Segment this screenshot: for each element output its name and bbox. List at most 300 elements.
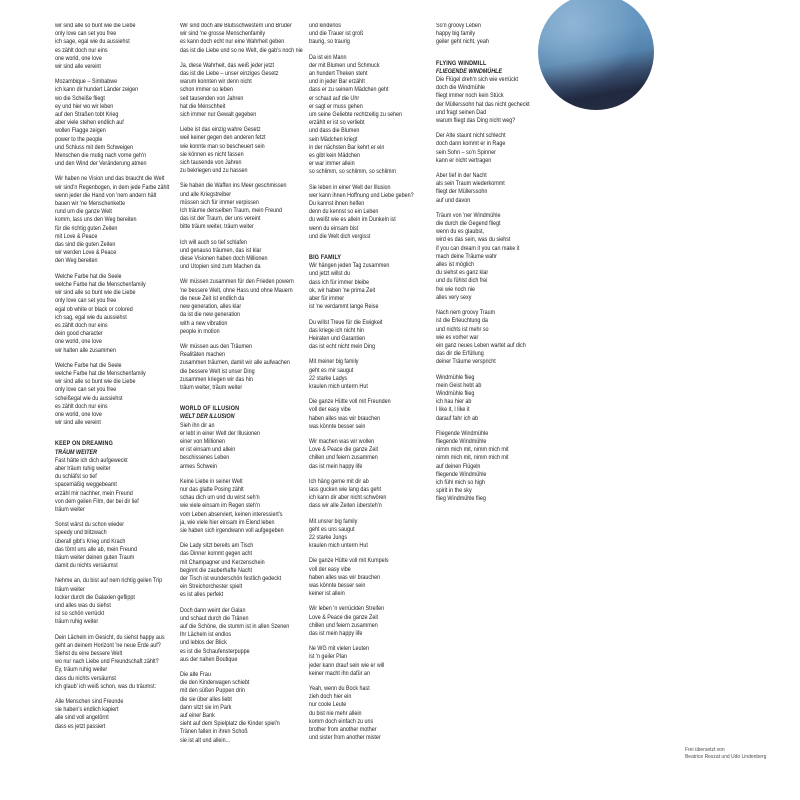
lyric-line: das Dinner kommt gegen acht bbox=[180, 551, 253, 558]
lyric-line: ey und hier wo wir leben bbox=[55, 103, 114, 110]
lyric-line: ein ganz neues Leben wartet auf dich bbox=[436, 342, 526, 349]
lyric-line: traurig, so traurig bbox=[309, 39, 350, 46]
lyric-line: ja, wie viele hier einsam im Elend leben bbox=[180, 519, 275, 526]
lyric-line: was könnte besser sein bbox=[309, 582, 366, 589]
lyric-line: sein Mädchen kriegt bbox=[309, 136, 358, 143]
stanza bbox=[180, 671, 303, 745]
lyric-line: Die Flügel dreh'n sich wie verrückt bbox=[436, 77, 519, 84]
lyric-line: Wir haben ne Vision und das braucht die Welt bbox=[55, 176, 165, 183]
lyric-line: only love can set you free bbox=[55, 298, 117, 305]
lyric-line: Welche Farbe hat die Seele bbox=[55, 362, 122, 369]
lyric-line: für die richtig guten Zeiten bbox=[55, 225, 118, 232]
lyric-line: die neue Zeit ist endlich da bbox=[180, 295, 245, 302]
lyric-line: du weißt wie es allein im Dunkeln ist bbox=[309, 217, 396, 224]
lyric-line: das ist mein happy life bbox=[309, 463, 363, 470]
lyric-line: Alle Menschen sind Freunde bbox=[55, 699, 124, 706]
lyric-line: um seine Geliebte rechtzeitig zu sehen bbox=[309, 112, 403, 119]
lyric-line: new generation, alles klar bbox=[180, 304, 242, 311]
stanza bbox=[55, 577, 169, 626]
lyric-line: träum weiter bbox=[55, 506, 85, 513]
lyric-line: Da ist ein Mann bbox=[309, 54, 347, 61]
lyric-line: ich sag, egal wie du aussiehst bbox=[55, 314, 127, 321]
lyric-line: doch die Windmühle bbox=[436, 85, 485, 92]
lyric-line: es zählt doch nur eins bbox=[55, 322, 108, 329]
lyric-line: wie konnte man so bescheuert sein bbox=[180, 143, 265, 150]
lyric-line: diese Visionen haben doch Millionen bbox=[180, 256, 268, 263]
lyric-line: Ich häng gerne mit dir ab bbox=[309, 478, 369, 485]
lyric-line: Windmühle flieg bbox=[436, 390, 475, 397]
lyric-line: auf deinen Flügeln bbox=[436, 463, 481, 470]
lyric-line: lass gucken wie lang das geht bbox=[309, 486, 382, 493]
lyric-line: er lebt in einer Welt der Illusionen bbox=[180, 430, 261, 437]
lyric-line: Ey, träum ruhig weiter bbox=[55, 667, 108, 674]
stanza bbox=[436, 132, 530, 165]
stanza bbox=[55, 362, 169, 428]
credit-line-2: Beatrice Reszat und Udo Lindenberg bbox=[685, 753, 767, 760]
lyric-line: ich hau hier ab bbox=[436, 399, 472, 406]
lyric-line: zusammen träumen, damit wir alle aufwachen bbox=[180, 360, 290, 367]
lyric-line: jeder kann drauf sein wie er will bbox=[309, 662, 385, 669]
lyric-line: keiner ist allein bbox=[309, 591, 345, 598]
lyric-line: und jetzt willst du bbox=[309, 271, 351, 278]
lyric-line: der Tisch ist wunderschön festlich gedeckt bbox=[180, 575, 282, 582]
lyric-line: auf die Schöne, die stumm ist in allen Szenen bbox=[180, 624, 290, 630]
lyric-line: voll der easy vibe bbox=[309, 566, 351, 573]
stanza bbox=[309, 319, 414, 352]
lyric-line: du bist nie mehr allein bbox=[309, 710, 362, 717]
lyric-line: mein Geist hebt ab bbox=[436, 382, 482, 389]
translation-credit bbox=[685, 747, 766, 761]
lyric-line: haben alles was wir brauchen bbox=[309, 415, 381, 422]
lyric-line: wir sind alle so bunt wie die Liebe bbox=[55, 23, 136, 29]
lyric-line: Love & Peace die ganze Zeit bbox=[309, 447, 379, 454]
stanza bbox=[309, 438, 414, 471]
lyric-line: dein good character bbox=[55, 331, 103, 338]
stanza bbox=[55, 175, 169, 265]
lyric-line: only love can set you free bbox=[55, 31, 117, 38]
lyrics-column bbox=[55, 22, 169, 738]
stanza bbox=[55, 78, 169, 168]
lyric-line: Wir müssen zusammen für den Frieden powern bbox=[180, 279, 294, 286]
lyric-line: ich glaub' ich weiß schon, was du träumst: bbox=[55, 683, 156, 690]
lyric-line: aber für immer bbox=[309, 296, 345, 303]
lyric-line: wo die Scheiße fliegt bbox=[55, 95, 105, 102]
stanza bbox=[309, 358, 414, 391]
lyric-line: den Weg bereiten bbox=[55, 258, 98, 265]
lyric-line: Ja, diese Wahrheit, das weiß jeder jetzt bbox=[180, 62, 275, 69]
lyric-line: Menschen die mutig nach vorne geh'n bbox=[55, 153, 147, 160]
lyric-line: Windmühle flieg bbox=[436, 374, 475, 381]
lyric-line: träum weiter bbox=[55, 586, 85, 593]
stanza bbox=[55, 22, 169, 71]
lyric-line: Sie haben die Waffen ins Meer geschmissen bbox=[180, 183, 287, 190]
lyric-line: 22 starke Ladys bbox=[309, 375, 348, 382]
lyric-line: voll der easy vibe bbox=[309, 407, 351, 414]
lyric-line: du schläfst so tief bbox=[55, 474, 97, 481]
lyric-line: ist die Erleuchtung da bbox=[436, 318, 488, 325]
lyric-line: Tränen fallen in ihren Schoß bbox=[180, 729, 248, 736]
lyric-line: Du willst Treue für die Ewigkeit bbox=[309, 319, 383, 326]
stanza bbox=[309, 645, 414, 678]
lyric-line: wollen Flagge zeigen bbox=[55, 128, 106, 135]
lyric-line: Wir sind doch alle Blutsschwestern und Brüder bbox=[180, 23, 292, 29]
lyric-line: beginnt die zauberhafte Nacht bbox=[180, 567, 253, 574]
lyric-line: ist 'ne verdammt lange Reise bbox=[309, 304, 379, 311]
lyric-line: welche Farbe hat die Menschenfamily bbox=[55, 370, 146, 377]
lyric-line: weil keiner gegen den anderen fetzt bbox=[180, 135, 266, 142]
lyric-line: brother from another mother bbox=[309, 727, 377, 734]
lyric-line: wir sind alle vereint bbox=[55, 64, 101, 71]
lyric-line: wir sind alle vereint bbox=[55, 420, 101, 427]
lyric-line: alles ist möglich bbox=[436, 262, 475, 269]
lyric-line: komm doch einfach zu uns bbox=[309, 718, 374, 725]
stanza bbox=[180, 126, 303, 175]
lyric-line: locker durch die Galaxien geflippt bbox=[55, 594, 135, 601]
lyric-line: der Müllerssohn hat das nicht gecheckt bbox=[436, 101, 530, 108]
credit-line-1: Frei übersetzt von bbox=[685, 747, 725, 753]
lyric-line: die den Kinderwagen schiebt bbox=[180, 680, 250, 687]
stanza bbox=[309, 22, 414, 47]
lyric-line: ich sage, egal wie du aussiehst bbox=[55, 39, 130, 46]
lyric-line: sie können es nicht fassen bbox=[180, 151, 244, 158]
lyric-line: sich tausende von Jahren bbox=[180, 160, 242, 167]
stanza bbox=[436, 374, 530, 423]
lyric-line: Träum von 'ner Windmühle bbox=[436, 212, 501, 219]
stanza bbox=[180, 542, 303, 599]
lyric-line: es zählt doch nur eins bbox=[55, 47, 108, 54]
lyric-line: auf und davon bbox=[436, 197, 471, 204]
lyric-line: wir halten alle zusammen bbox=[55, 347, 116, 354]
stanza bbox=[309, 184, 414, 241]
lyric-line: Die ganze Hütte voll mit Kumpels bbox=[309, 558, 389, 565]
lyric-line: ist so schön verrückt bbox=[55, 611, 105, 618]
lyric-line: überall gibt's Krieg und Krach bbox=[55, 538, 126, 545]
lyric-line: one world, one love bbox=[55, 411, 102, 418]
lyric-line: fliegende Windmühle bbox=[436, 471, 487, 478]
lyric-line: Dein Lächeln im Gesicht, du siehst happy aus bbox=[55, 634, 165, 641]
lyric-line: kraulen mich unterm Hut bbox=[309, 543, 368, 550]
lyric-line: fliegt der Müllerssohn bbox=[436, 189, 488, 196]
stanza bbox=[436, 172, 530, 205]
stanza bbox=[55, 634, 169, 691]
lyric-line: fliegt immer noch kein Stück bbox=[436, 93, 504, 100]
lyric-line: beschissenes Leben bbox=[180, 455, 230, 462]
lyric-line: die sie über alles liebt bbox=[180, 696, 232, 703]
stanza bbox=[180, 239, 303, 272]
stanza bbox=[436, 60, 530, 126]
lyric-line: das ist die Liebe und so ne Welt, die gab's noch nie bbox=[180, 47, 303, 54]
lyric-line: power to the people bbox=[55, 136, 103, 143]
lyric-line: denn du kennst so ein Leben bbox=[309, 209, 379, 216]
lyric-line: dann sitzt sie im Park bbox=[180, 704, 232, 711]
stanza bbox=[436, 22, 530, 47]
lyric-line: armes Schwein bbox=[180, 463, 217, 470]
lyric-line: aber viele stehen endlich auf bbox=[55, 120, 124, 127]
lyric-line: Wir machen was wir wollen bbox=[309, 438, 375, 445]
lyric-line: spirit in the sky bbox=[436, 488, 472, 495]
lyric-line: wer kann ihnen Hoffnung und Liebe geben? bbox=[309, 192, 414, 199]
lyric-line: an hundert Theken steht bbox=[309, 71, 368, 78]
lyric-line: geiler geht nicht, yeah bbox=[436, 39, 489, 46]
lyric-line: wie viele einsam im Regen steh'n bbox=[180, 503, 260, 510]
lyric-line: und fragt seinen Dad bbox=[436, 109, 487, 116]
lyric-line: Ich will auch so tief schlafen bbox=[180, 239, 247, 246]
lyric-line: geht an deinem Horizont 'ne neue Erde auf? bbox=[55, 642, 161, 649]
lyric-line: dass wir alle Zeiten übersteh'n bbox=[309, 503, 382, 510]
lyric-line: Du kannst ihnen helfen bbox=[309, 201, 365, 208]
lyric-line: die durch die Gegend fliegt bbox=[436, 221, 501, 228]
lyric-line: das törnt uns alle ab, mein Freund bbox=[55, 546, 137, 553]
lyric-line: wir sind alle so bunt wie die Liebe bbox=[55, 290, 136, 297]
lyric-line: er sagt er muss gehen bbox=[309, 103, 363, 110]
lyric-line: sie ist alt und allein... bbox=[180, 737, 231, 744]
lyric-line: und dass die Blumen bbox=[309, 128, 360, 135]
lyric-line: und alle Kriegstreiber bbox=[180, 191, 232, 198]
lyric-line: welche Farbe hat die Menschenfamily bbox=[55, 281, 146, 288]
lyric-line: Ich träume denselben Traum, mein Freund bbox=[180, 208, 283, 215]
lyric-line: Heiraten und Garantien bbox=[309, 335, 366, 342]
lyric-line: Sonst wärst du schon wieder bbox=[55, 522, 125, 529]
lyric-line: geht es uns saugut bbox=[309, 526, 355, 533]
lyric-line: mit Champagner und Kerzenschein bbox=[180, 559, 265, 566]
lyric-line: Mit meiner big family bbox=[309, 359, 359, 366]
lyric-line: Die Lady sitzt bereits am Tisch bbox=[180, 543, 254, 550]
lyric-line: spacemäßig weggebeamt bbox=[55, 482, 117, 489]
song-subtitle: WELT DER ILLUSION bbox=[180, 414, 235, 421]
lyric-line: zusammen kriegen wir das hin bbox=[180, 376, 253, 383]
lyric-line: sich immer nur Gewalt gegeben bbox=[180, 112, 257, 119]
lyric-line: alles very sexy bbox=[436, 294, 472, 301]
stanza bbox=[309, 398, 414, 431]
stanza bbox=[309, 685, 414, 742]
lyric-line: fliegende Windmühle bbox=[436, 438, 487, 445]
lyric-line: chillen und feiern zusammen bbox=[309, 622, 378, 629]
lyric-line: ich kann dir hundert Länder zeigen bbox=[55, 87, 139, 94]
stanza bbox=[309, 605, 414, 638]
lyric-line: Realitäten machen bbox=[180, 352, 226, 359]
lyric-line: zieh doch hier ein bbox=[309, 694, 352, 701]
lyric-line: frei wie noch nie bbox=[436, 286, 476, 293]
stanza bbox=[436, 430, 530, 504]
lyric-line: wir sind alle so bunt wie die Liebe bbox=[55, 379, 136, 386]
lyric-line: sie haben's endlich kapiert bbox=[55, 707, 119, 714]
stanza bbox=[309, 54, 414, 177]
lyric-line: und die Welt dich vergisst bbox=[309, 233, 371, 240]
lyric-line: Doch dann weint der Galan bbox=[180, 607, 246, 614]
lyric-line: ich kann dir aber nicht schwören bbox=[309, 495, 387, 502]
lyric-line: ok, wir haben 'ne prima Zeit bbox=[309, 287, 376, 294]
stanza bbox=[180, 22, 303, 55]
lyric-line: wenn jeder die Hand von 'nem andern hält bbox=[55, 192, 157, 199]
lyric-line: nur coole Leute bbox=[309, 702, 347, 709]
lyric-line: und die Trauer ist groß bbox=[309, 31, 364, 38]
lyric-line: und Schluss mit dem Schweigen bbox=[55, 144, 134, 151]
lyric-line: es kann doch echt nur eine Wahrheit geben bbox=[180, 39, 285, 46]
stanza bbox=[180, 478, 303, 535]
lyric-line: 22 starke Jungs bbox=[309, 534, 348, 541]
lyric-line: bitte träum weiter, träum weiter bbox=[180, 224, 254, 231]
lyric-line: und kinderlos bbox=[309, 23, 342, 29]
lyric-line: egal ob white or black or colored bbox=[55, 306, 133, 313]
lyric-line: Sie leben in einer Welt der Illusion bbox=[309, 184, 391, 191]
lyric-line: Der Alte staunt nicht schlecht bbox=[436, 133, 506, 140]
song-title: FLYING WINDMILL bbox=[436, 60, 487, 67]
lyric-line: Wir müssen aus den Träumen bbox=[180, 343, 253, 350]
stanza bbox=[309, 478, 414, 511]
lyric-line: schon immer so leben bbox=[180, 87, 233, 94]
lyric-line: da ist die new generation bbox=[180, 312, 241, 319]
lyric-line: Mit unsrer big family bbox=[309, 518, 358, 525]
stanza bbox=[180, 343, 303, 392]
lyric-line: vom Leben abserviert, keinen interessiert's bbox=[180, 511, 283, 518]
stanza bbox=[180, 405, 303, 471]
lyric-line: Welche Farbe hat die Seele bbox=[55, 273, 122, 280]
lyric-line: Aber tief in der Nacht bbox=[436, 173, 487, 180]
stanza bbox=[309, 557, 414, 598]
lyric-line: und sister from another mister bbox=[309, 735, 381, 742]
lyric-line: warum konnten wir denn nicht bbox=[180, 79, 252, 86]
lyric-line: Sieh ihn dir an bbox=[180, 422, 215, 429]
lyric-line: Ihr Lächeln ist endlos bbox=[180, 632, 232, 639]
lyric-line: scheißegal wie du aussiehst bbox=[55, 395, 123, 402]
lyric-line: happy big family bbox=[436, 31, 476, 38]
lyric-line: wenn du es glaubst, bbox=[436, 229, 485, 236]
lyric-line: träum weiter, träum weiter bbox=[180, 384, 243, 391]
lyric-line: das ist mein happy life bbox=[309, 631, 363, 637]
lyric-line: deiner Träume verspricht bbox=[436, 359, 496, 366]
lyric-line: geht es mir saugut bbox=[309, 367, 354, 374]
lyric-line: wir werden Love & Peace bbox=[55, 250, 117, 257]
lyric-line: und nichts ist mehr so bbox=[436, 326, 489, 333]
lyric-line: von dem geilen Film, der bei dir lief bbox=[55, 498, 139, 505]
stanza bbox=[55, 273, 169, 355]
lyric-line: wie es vorher war bbox=[436, 334, 479, 341]
lyric-line: und den Wind der Veränderung atmen bbox=[55, 161, 147, 168]
lyric-line: if you can dream it you can make it bbox=[436, 245, 520, 252]
lyric-line: aus der nahen Boutique bbox=[180, 656, 238, 663]
lyric-line: das kriege ich nicht hin bbox=[309, 327, 364, 334]
lyric-line: Siehst du eine bessere Welt bbox=[55, 651, 123, 658]
lyric-line: mit Love & Peace bbox=[55, 233, 98, 240]
lyric-line: auf einer Bank bbox=[180, 713, 215, 720]
lyric-line: dass er zu seinem Mädchen geht bbox=[309, 87, 389, 94]
lyric-line: und in jeder Bar erzählt bbox=[309, 79, 365, 86]
lyric-line: einer von Millionen bbox=[180, 438, 226, 445]
lyric-line: bauen wir 'ne Menschenkette bbox=[55, 201, 126, 208]
stanza bbox=[55, 698, 169, 731]
stanza bbox=[55, 521, 169, 570]
lyric-line: chillen und feiern zusammen bbox=[309, 455, 378, 462]
lyrics-column bbox=[309, 22, 414, 749]
lyric-line: als sein Traum wiederkommt bbox=[436, 181, 505, 188]
lyric-line: people in motion bbox=[180, 328, 220, 335]
lyric-line: und alles was du siehst bbox=[55, 603, 111, 609]
lyric-line: zu bekriegen und zu hassen bbox=[180, 168, 248, 175]
lyric-line: with a new vibration bbox=[180, 320, 228, 327]
lyric-line: es ist die Schaufensterpuppe bbox=[180, 648, 250, 655]
lyric-line: das sind die guten Zeiten bbox=[55, 242, 116, 249]
lyric-line: Liebe ist das einzig wahre Gesetz bbox=[180, 127, 261, 134]
lyric-line: Mozambique – Simbabwe bbox=[55, 79, 118, 86]
lyric-line: müssen sich für immer verpissen bbox=[180, 199, 259, 206]
lyric-line: mach deine Träume wahr bbox=[436, 253, 497, 260]
lyric-line: dass es jetzt passiert bbox=[55, 723, 106, 730]
lyric-line: damit du nichts versäumst bbox=[55, 563, 118, 570]
lyric-line: es gibt kein Mädchen bbox=[309, 153, 361, 160]
lyric-line: das dir die Erfüllung bbox=[436, 351, 484, 358]
lyric-line: keiner macht ihn dafür an bbox=[309, 670, 370, 677]
lyric-line: only love can set you free bbox=[55, 387, 117, 394]
stanza bbox=[436, 212, 530, 302]
planet-image bbox=[538, 0, 654, 110]
lyric-line: speedy und blitzwach bbox=[55, 530, 107, 537]
song-subtitle: TRÄUM WEITER bbox=[55, 449, 98, 456]
stanza bbox=[180, 62, 303, 119]
stanza bbox=[180, 278, 303, 335]
lyric-line: komm, lass uns den Weg bereiten bbox=[55, 217, 137, 224]
lyric-line: das ist echt nicht mein Ding bbox=[309, 344, 376, 351]
lyric-line: er schaut auf die Uhr bbox=[309, 95, 360, 102]
lyric-line: die bessere Welt ist unser Ding bbox=[180, 368, 255, 375]
lyric-line: so schlimm, so schlimm, so schlimm bbox=[309, 169, 397, 176]
lyric-line: wenn du einsam bist bbox=[309, 225, 359, 232]
lyric-line: ein Streichorchester spielt bbox=[180, 584, 243, 591]
lyric-line: wird es das sein, was du siehst bbox=[436, 237, 511, 244]
lyric-line: dass du nichts versäumst bbox=[55, 675, 116, 682]
lyric-line: So'n groovy Leben bbox=[436, 23, 481, 29]
lyric-line: one world, one love bbox=[55, 339, 102, 346]
lyric-line: in der nächsten Bar kehrt er ein bbox=[309, 144, 385, 151]
lyric-line: und du fühlst dich frei bbox=[436, 278, 488, 285]
stanza bbox=[55, 440, 169, 514]
stanza bbox=[309, 254, 414, 311]
lyric-line: wo nur nach Liebe und Freundschaft zählt? bbox=[55, 659, 159, 666]
song-title: KEEP ON DREAMING bbox=[55, 441, 113, 448]
lyric-line: sieht auf dem Spielplatz die Kinder spiel'n bbox=[180, 721, 280, 728]
lyric-line: der mit Blumen und Schmuck bbox=[309, 62, 380, 69]
song-subtitle: FLIEGENDE WINDMÜHLE bbox=[436, 68, 503, 75]
lyric-line: du siehst es ganz klar bbox=[436, 270, 489, 277]
lyric-line: er ist einsam und allein bbox=[180, 447, 236, 454]
lyric-line: Fast hätte ich dich aufgeweckt bbox=[55, 457, 128, 464]
lyric-line: Ne WG mit vielen Leuten bbox=[309, 646, 370, 653]
lyric-line: träum ruhig weiter bbox=[55, 619, 99, 626]
lyric-line: und schaut durch die Tränen bbox=[180, 615, 249, 622]
lyric-line: auf den Straßen tobt Krieg bbox=[55, 112, 119, 119]
lyric-line: sein Sohn – so'n Spinner bbox=[436, 149, 496, 156]
lyric-line: aber träum ruhig weiter bbox=[55, 465, 111, 472]
lyric-line: wir sind'n Regenbogen, in dem jede Farbe zählt bbox=[55, 184, 170, 191]
lyric-line: one world, one love bbox=[55, 55, 102, 62]
lyric-line: dass ich für immer bleibe bbox=[309, 279, 370, 286]
lyric-line: seit tausenden von Jahren bbox=[180, 95, 244, 102]
lyric-line: es zählt doch nur eins bbox=[55, 403, 108, 410]
lyric-line: sie haben sich irgendwann voll aufgegeben bbox=[180, 527, 284, 534]
lyric-line: nur das glatte Posing zählt bbox=[180, 486, 244, 493]
lyric-line: Nehme an, du bist auf nem richtig geilen Trip bbox=[55, 578, 163, 585]
lyric-line: warum fliegt das Ding nicht weg? bbox=[436, 118, 516, 125]
lyric-line: kraulen mich unterm Hut bbox=[309, 383, 368, 390]
lyric-line: erzähl mir nachher, mein Freund bbox=[55, 490, 133, 497]
lyric-line: Die ganze Hütte voll mit Freunden bbox=[309, 399, 391, 406]
stanza bbox=[436, 309, 530, 366]
lyric-line: 'ne bessere Welt, ohne Hass und ohne Mauern bbox=[180, 287, 293, 294]
lyric-line: er war immer allein bbox=[309, 161, 355, 168]
lyric-line: mit den süßen Puppen drin bbox=[180, 688, 245, 695]
lyric-line: schau dich um und du wirst seh'n bbox=[180, 495, 260, 502]
lyric-line: doch dann kommt er in Rage bbox=[436, 141, 506, 148]
lyrics-column bbox=[436, 22, 530, 511]
